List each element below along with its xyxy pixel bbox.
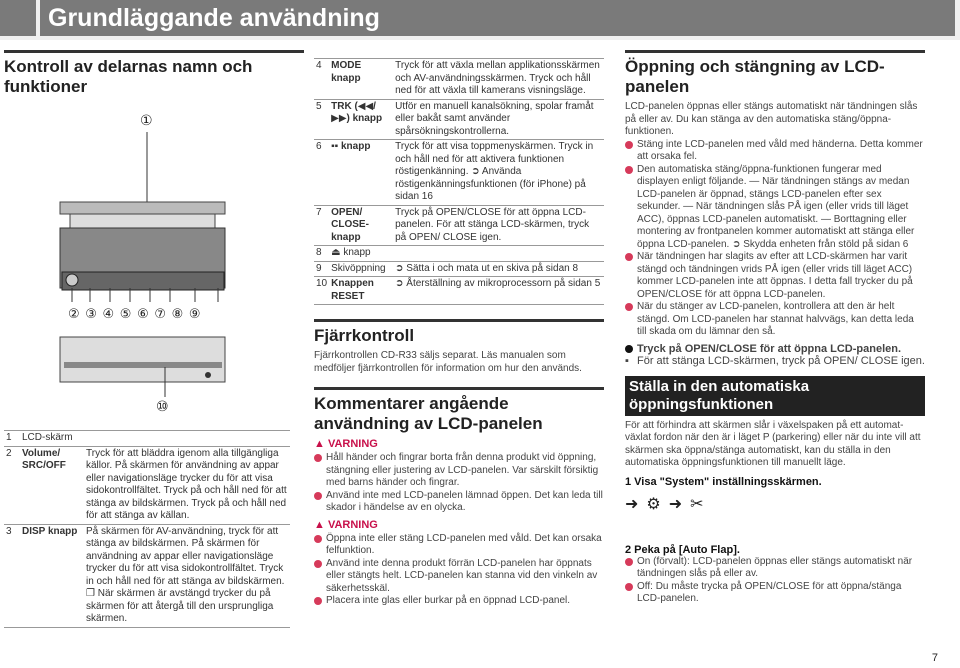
bullet-icon <box>314 535 322 543</box>
remote-text: Fjärrkontrollen CD-R33 säljs separat. Läs manualen som medföljer fjärrkontrollen för information om hur den används. <box>314 350 582 374</box>
gear-icon: ⚙ <box>646 495 661 513</box>
middle-parts-table <box>314 58 604 305</box>
step-close <box>625 355 925 368</box>
row-desc: På skärmen för AV-användning, tryck för att stänga av bildskärmen. På skärmen för användning av appar eller navigationsläge trycker du för att visa sidokontrollfältet. Tryck in och håll ned för att stänga av bildskärmen. ❐ När skärmen är avstängd trycker du på skärmen för att återgå till den ursprungliga skärmen. <box>84 524 290 627</box>
row-name: ▪▪ knapp <box>329 140 393 206</box>
warning-label-2 <box>314 519 604 531</box>
row-desc: Tryck på OPEN/CLOSE för att öppna LCD-panelen. För att stänga LCD-skärmen, tryck på OPEN/ CLOSE igen. <box>393 205 604 246</box>
row-desc: Tryck för att växla mellan applikationsskärmen och AV-användningsskärmen. Tryck och håll ned för att växla till kamerans visningsläge. <box>393 59 604 100</box>
list-text: Placera inte glas eller burkar på en öppnad LCD-panel. <box>326 595 571 606</box>
row-name: ⏏ knapp <box>329 246 393 262</box>
warning-icon: ▲ <box>314 438 325 450</box>
table-row <box>314 140 604 206</box>
row-desc: Tryck för att bläddra igenom alla tillgängliga källor. På skärmen för användning av appar eller navigationsläge trycker du för att visa sidokontrollfältet. Tryck på och håll ned för att stänga av bildskärmen. Tryck på och håll ned för att stänga av källan. <box>84 446 290 524</box>
right-section-title: Öppning och stängning av LCD-panelen <box>625 57 885 96</box>
list-item <box>625 251 925 301</box>
row-name: TRK (◀◀/ ▶▶) knapp <box>329 99 393 140</box>
row-number: 1 <box>4 431 20 447</box>
row-desc: ➲ Återställning av mikroprocessorn på sidan 5 <box>393 277 604 305</box>
left-section-title: Kontroll av delarnas namn och funktioner <box>4 57 253 96</box>
list-text: Använd inte med LCD-panelen lämnad öppen. Det kan leda till skador i händelse av en olycka. <box>326 489 603 513</box>
header-tab <box>0 0 36 36</box>
list-text: När du stänger av LCD-panelen, kontrollera att den är helt stängd. Om LCD-panelen har stannat halvvägs, kan detta leda till skada om du lämnar den så. <box>637 301 914 337</box>
bullet-icon <box>625 253 633 261</box>
callouts-row: ② ③ ④ ⑤ ⑥ ⑦ ⑧ ⑨ <box>68 306 202 321</box>
list-text: On (förvalt): LCD-panelen öppnas eller stängs automatiskt när tändningen slås på eller av. <box>637 555 913 579</box>
list-item <box>314 452 604 490</box>
row-name: LCD-skärm <box>20 431 84 447</box>
warning-label-1 <box>314 438 604 450</box>
row-number: 2 <box>4 446 20 524</box>
middle-column <box>314 58 604 608</box>
row-name: OPEN/ CLOSE-knapp <box>329 205 393 246</box>
header <box>0 0 960 40</box>
bullet-icon <box>625 166 633 174</box>
note-icon: ▪ <box>625 355 629 367</box>
list-text: Stäng inte LCD-panelen med våld med händerna. Detta kommer att orsaka fel. <box>637 138 923 162</box>
page-title: Grundläggande användning <box>40 0 955 36</box>
left-column <box>4 50 304 97</box>
list-text: Öppna inte eller stäng LCD-panelen med våld. Det kan orsaka felfunktion. <box>326 532 602 556</box>
arrow-right-icon: ➜ <box>625 495 639 513</box>
row-number: 5 <box>314 99 329 140</box>
bullet-icon <box>625 345 633 353</box>
lcd-section <box>314 387 604 434</box>
table-row <box>314 246 604 262</box>
list-item <box>314 490 604 515</box>
row-desc <box>393 246 604 262</box>
table-row <box>314 277 604 305</box>
row-desc: Utför en manuell kanalsökning, spolar framåt eller bakåt samt använder spårsökningskontrollerna. <box>393 99 604 140</box>
warning-icon: ▲ <box>314 518 325 531</box>
row-number: 3 <box>4 524 20 627</box>
bullet-icon <box>314 560 322 568</box>
step-1: 1 Visa "System" inställningsskärmen. <box>625 475 822 488</box>
arrow-right-icon: ➜ <box>668 495 683 513</box>
row-name: DISP knapp <box>20 524 84 627</box>
device-drawing <box>50 112 230 412</box>
bullet-icon <box>625 303 633 311</box>
tools-icon: ✂ <box>690 495 704 513</box>
list-item <box>625 164 925 252</box>
warning2-text: VARNING <box>327 518 378 531</box>
row-number: 10 <box>314 277 329 305</box>
row-number: 7 <box>314 205 329 246</box>
auto-text: För att förhindra att skärmen slår i växelspaken på ett automatväxlat fordon när den är i läget P (parkering) eller när du inte vill att skärmen ska öppna/stänga automatiskt, kan du ställa in den automatiska öppningsfunktionen till manuellt läge. <box>625 419 921 468</box>
bullet-icon <box>314 492 322 500</box>
icon-row <box>625 494 925 514</box>
step-open <box>625 343 925 356</box>
device-illustration <box>50 112 230 412</box>
row-name: Volume/ SRC/OFF <box>20 446 84 524</box>
row-number: 4 <box>314 59 329 100</box>
step-2: 2 Peka på [Auto Flap]. <box>625 543 740 556</box>
table-row <box>4 524 290 627</box>
step-open-text: Tryck på OPEN/CLOSE för att öppna LCD-panelen. <box>637 342 902 355</box>
row-name: MODE knapp <box>329 59 393 100</box>
step-close-text: För att stänga LCD-skärmen, tryck på OPEN/ CLOSE igen. <box>637 355 925 367</box>
row-number: 8 <box>314 246 329 262</box>
list-text: Off: Du måste trycka på OPEN/CLOSE för att öppna/stänga LCD-panelen. <box>637 580 902 604</box>
bullet-icon <box>625 583 633 591</box>
auto-section-title: Ställa in den automatiska öppningsfunktionen <box>625 376 925 416</box>
row-name: Skivöppning <box>329 261 393 277</box>
row-desc <box>84 431 290 447</box>
remote-title: Fjärrkontroll <box>314 326 415 345</box>
page-number: 7 <box>931 652 938 664</box>
list-item <box>625 139 925 164</box>
list-item <box>314 558 604 596</box>
table-row <box>4 431 290 447</box>
list-item <box>314 533 604 558</box>
table-row <box>314 59 604 100</box>
remote-section <box>314 319 604 346</box>
table-row <box>314 99 604 140</box>
warning1-text: VARNING <box>327 438 378 450</box>
table-row <box>314 205 604 246</box>
left-parts-table <box>4 430 290 628</box>
list-item <box>625 556 925 581</box>
list-text: När tändningen har slagits av efter att LCD-skärmen har varit stängd och tändningen vrids PÅ igen (eller vrids till läget ACC) kommer LCD-panelen inte att öppnas. I detta fall trycker du på OPEN/CLOSE för att öppna LCD-panelen. <box>637 251 913 300</box>
left-section-bar <box>4 50 304 97</box>
right-section-bar <box>625 50 925 97</box>
list-text: Använd inte denna produkt förrän LCD-panelen har öppnats eller stängts helt. LCD-panelen kan stanna vid den vinkeln av säkerhetsskäl. <box>326 557 598 594</box>
list-item <box>625 581 925 606</box>
right-intro: LCD-panelen öppnas eller stängs automatiskt när tändningen slås på eller av. Du kan stänga av den automatiska stäng/öppna-funktionen. <box>625 101 918 137</box>
row-number: 9 <box>314 261 329 277</box>
bullet-icon <box>625 141 633 149</box>
row-name: Knappen RESET <box>329 277 393 305</box>
list-item <box>625 301 925 339</box>
callout-1: ① <box>140 112 153 128</box>
left-table-container <box>4 430 290 628</box>
bullet-icon <box>625 558 633 566</box>
row-desc: ➲ Sätta i och mata ut en skiva på sidan 8 <box>393 261 604 277</box>
bullet-icon <box>314 597 322 605</box>
lcd-section-title: Kommentarer angående användning av LCD-panelen <box>314 394 543 433</box>
list-item <box>314 595 604 608</box>
row-number: 6 <box>314 140 329 206</box>
list-text: Den automatiska stäng/öppna-funktionen fungerar med displayen enligt följande. — När tändningen stängs av medan LCD-panelen är öppnad, stängs LCD-panelen efter sex sekunder. — När tändningen slås PÅ igen (eller vrids till läget ACC), öppnas LCD-panelen automatiskt. — Borttagning eller montering av frontpanelen kommer automatiskt att stänga eller öppna LCD-panelen. ➲ Skydda enheten från stöld på sidan 6 <box>637 163 915 250</box>
table-row <box>314 261 604 277</box>
right-column <box>625 50 925 606</box>
list-text: Håll händer och fingrar borta från denna produkt vid öppning, stängning eller justering av LCD-panelen. Var särskilt försiktig med barns händer och fingrar. <box>326 452 599 488</box>
table-row <box>4 446 290 524</box>
row-desc: Tryck för att visa toppmenyskärmen. Tryck in och håll ned för att aktivera funktionen röstigenkänning. ➲ Använda röstigenkänningsfunktionen (för iPhone) på sidan 16 <box>393 140 604 206</box>
callout-10: ⑩ <box>156 398 169 414</box>
bullet-icon <box>314 454 322 462</box>
